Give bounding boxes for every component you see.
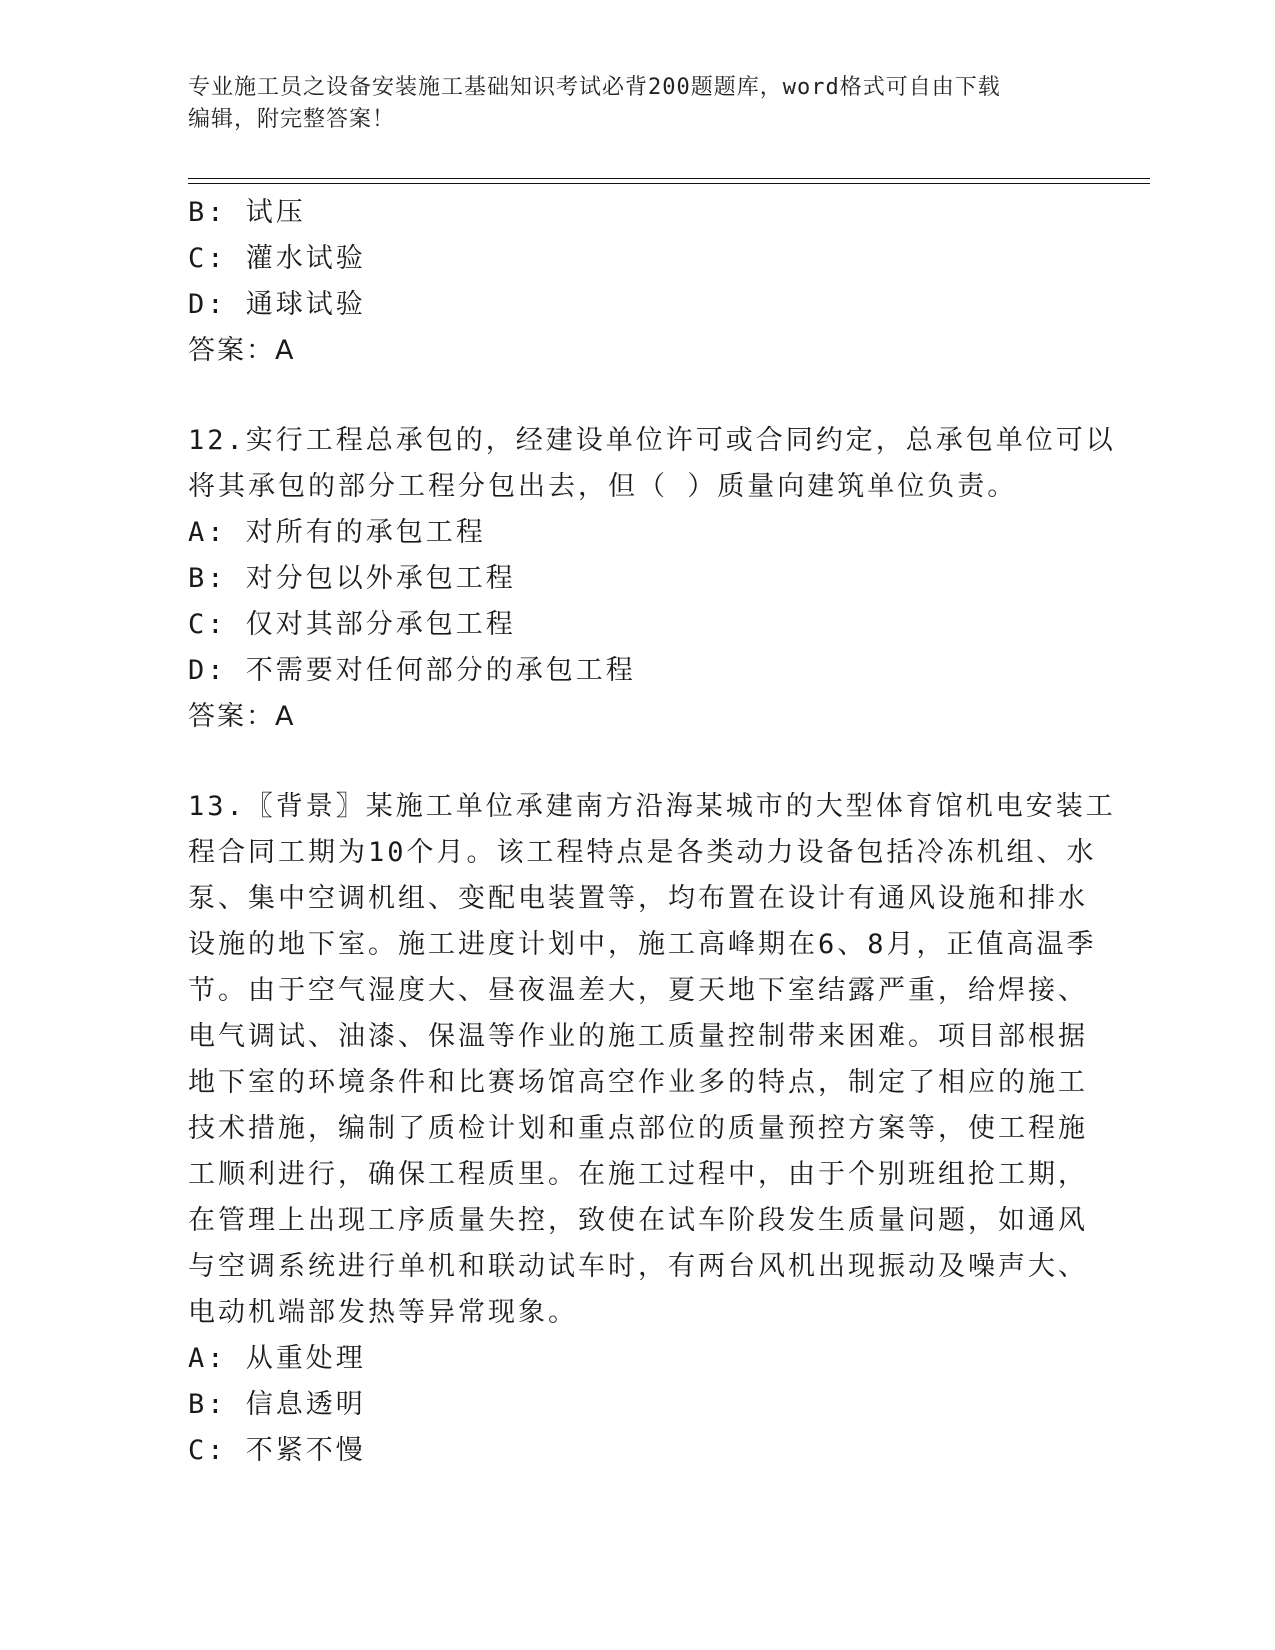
question-11-answer: 答案：A [188,335,296,366]
question-13-options [188,1336,1088,1474]
question-13-line-9: 工顺利进行，确保工程质里。在施工过程中，由于个别班组抢工期， [188,1159,1088,1190]
question-12-answer: 答案：A [188,701,296,732]
question-11-options [188,190,1088,328]
question-13-line-11: 与空调系统进行单机和联动试车时，有两台风机出现振动及噪声大、 [188,1251,1088,1282]
question-13-line-6: 电气调试、油漆、保温等作业的施工质量控制带来困难。项目部根据 [188,1021,1088,1052]
question-12-options [188,510,1088,694]
option-a: A: 从重处理 [188,1343,366,1374]
option-d: D: 通球试验 [188,289,366,320]
question-13-line-3: 泵、集中空调机组、变配电装置等，均布置在设计有通风设施和排水 [188,883,1088,914]
question-13-line-2: 程合同工期为10个月。该工程特点是各类动力设备包括冷冻机组、水 [188,837,1097,868]
question-13-line-8: 技术措施，编制了质检计划和重点部位的质量预控方案等，使工程施 [188,1113,1088,1144]
header-divider-bottom [188,183,1150,184]
document-header [188,72,1088,136]
question-content [188,190,1116,1474]
question-13-line-12: 电动机端部发热等异常现象。 [188,1297,578,1328]
question-12-line-2: 将其承包的部分工程分包出去，但（ ）质量向建筑单位负责。 [188,471,1018,502]
question-13-line-4: 设施的地下室。施工进度计划中，施工高峰期在6、8月，正值高温季 [188,929,1097,960]
header-title-line-2: 编辑，附完整答案！ [188,107,396,132]
question-13-line-1: 13.〖背景〗某施工单位承建南方沿海某城市的大型体育馆机电安装工 [188,791,1116,822]
option-a: A: 对所有的承包工程 [188,517,486,548]
option-b: B: 对分包以外承包工程 [188,563,516,594]
header-divider-top [188,178,1150,179]
option-c: C: 灌水试验 [188,243,366,274]
option-b: B: 信息透明 [188,1389,366,1420]
option-d: D: 不需要对任何部分的承包工程 [188,655,636,686]
option-c: C: 仅对其部分承包工程 [188,609,516,640]
question-12-stem [188,418,1116,510]
option-b: B: 试压 [188,197,306,228]
option-c: C: 不紧不慢 [188,1435,366,1466]
spacer [188,374,1088,418]
question-13-stem [188,784,1116,1336]
question-13-line-7: 地下室的环境条件和比赛场馆高空作业多的特点，制定了相应的施工 [188,1067,1088,1098]
spacer [188,740,1088,784]
header-title-line-1: 专业施工员之设备安装施工基础知识考试必背200题题库，word格式可自由下载 [188,75,1001,100]
question-13-line-10: 在管理上出现工序质量失控，致使在试车阶段发生质量问题，如通风 [188,1205,1088,1236]
question-13-line-5: 节。由于空气湿度大、昼夜温差大，夏天地下室结露严重，给焊接、 [188,975,1088,1006]
question-12-line-1: 12.实行工程总承包的，经建设单位许可或合同约定，总承包单位可以 [188,425,1116,456]
